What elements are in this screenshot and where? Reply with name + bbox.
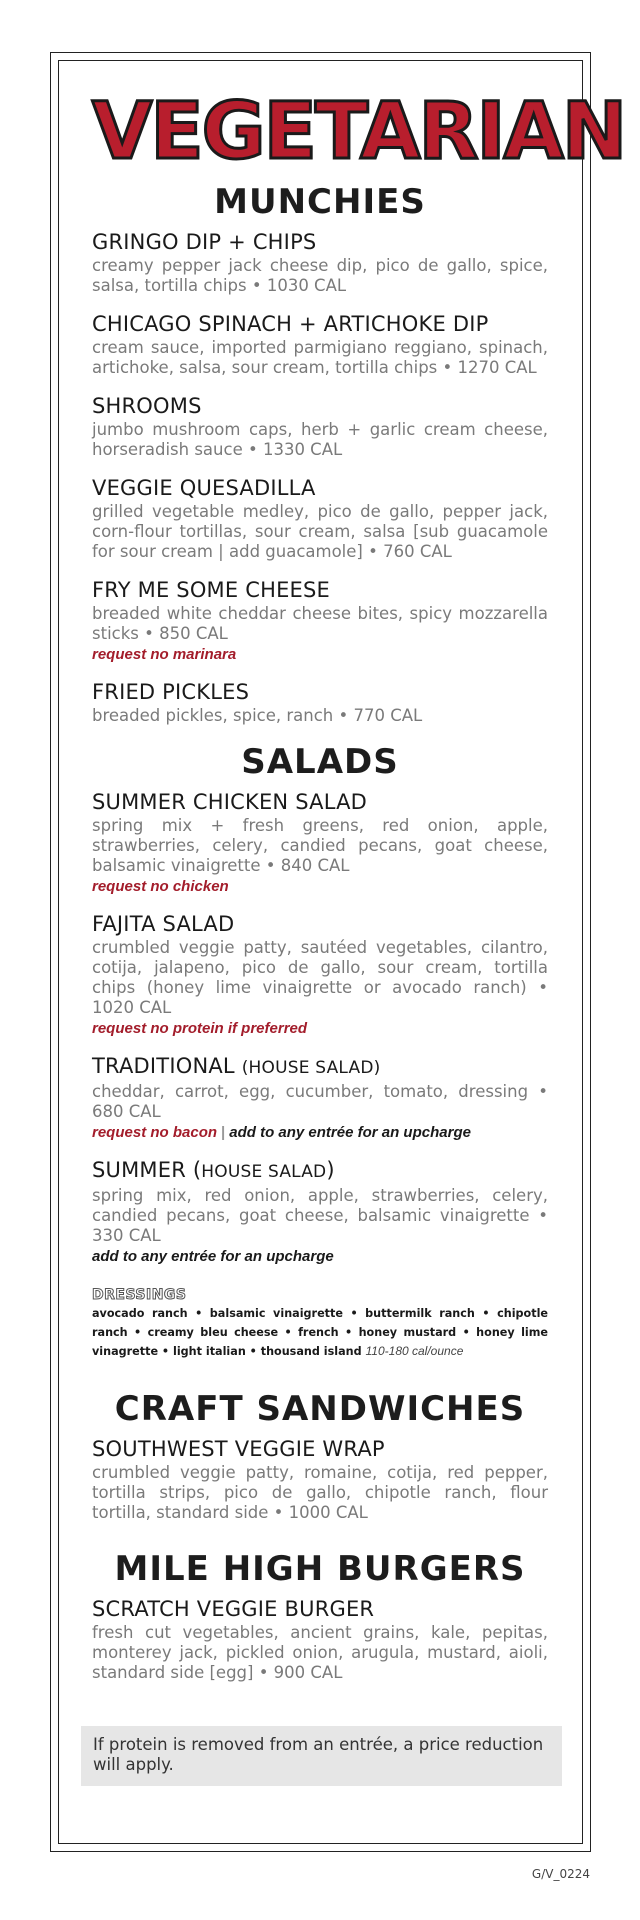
- note-separator: |: [221, 1124, 226, 1141]
- menu-item: [92, 912, 548, 1038]
- menu-item: [92, 230, 548, 296]
- section-title-burgers: MILE HIGH BURGERS: [114, 1549, 526, 1589]
- menu-item: [92, 1597, 548, 1683]
- menu-item: [92, 476, 548, 562]
- menu-code: G/V_0224: [531, 1867, 590, 1881]
- dressings-items: avocado ranch • balsamic vinaigrette • buttermilk ranch • chipotle ranch • creamy bleu cheese • french • honey mustard • honey lime vinagrette • light italian • thousand island: [92, 1307, 548, 1358]
- item-description: jumbo mushroom caps, herb + garlic cream cheese, horseradish sauce • 1330 CAL: [92, 420, 548, 459]
- menu-item: [92, 680, 548, 726]
- section-title-munchies: MUNCHIES: [214, 182, 426, 222]
- item-description: cheddar, carrot, egg, cucumber, tomato, dressing • 680 CAL: [92, 1082, 548, 1121]
- item-note: request no protein if preferred: [92, 1020, 308, 1037]
- item-note: add to any entrée for an upcharge: [92, 1248, 334, 1265]
- note-black: add to any entrée for an upcharge: [229, 1124, 471, 1141]
- item-note: request no marinara: [92, 646, 237, 663]
- dressings-calories: 110-180 cal/ounce: [365, 1344, 464, 1358]
- section-title-sandwiches: CRAFT SANDWICHES: [114, 1389, 526, 1429]
- item-description: crumbled veggie patty, sautéed vegetables, cilantro, cotija, jalapeno, pico de gallo, sour cream, tortilla chips (honey lime vinaigrette or avocado ranch) • 1020 CAL: [92, 938, 548, 1017]
- dressings-title: DRESSINGS: [92, 1287, 187, 1303]
- item-name: SHROOMS: [92, 394, 202, 418]
- item-description: grilled vegetable medley, pico de gallo, pepper jack, corn-flour tortillas, sour cream, salsa [sub guacamole for sour cream | add guacamole] • 760 CAL: [92, 502, 548, 561]
- dressings-list: [92, 1304, 548, 1361]
- section-title-salads: SALADS: [241, 742, 399, 782]
- item-name: [92, 1054, 548, 1080]
- menu-item: [92, 1437, 548, 1523]
- item-name: FRY ME SOME CHEESE: [92, 578, 331, 602]
- item-name-main: SUMMER (: [92, 1158, 202, 1182]
- protein-notice-text: If protein is removed from an entrée, a price reduction will apply.: [93, 1735, 544, 1774]
- item-description: fresh cut vegetables, ancient grains, kale, pepitas, monterey jack, pickled onion, arugula, mustard, aioli, standard side [egg] • 900 CAL: [92, 1623, 548, 1682]
- menu-item: [92, 312, 548, 378]
- item-name: CHICAGO SPINACH + ARTICHOKE DIP: [92, 312, 489, 336]
- item-name: SUMMER CHICKEN SALAD: [92, 790, 368, 814]
- menu-title: VEGETARIAN: [92, 87, 626, 177]
- protein-notice: [81, 1726, 562, 1786]
- note-red: request no bacon: [92, 1124, 218, 1141]
- item-note: request no chicken: [92, 878, 229, 895]
- item-name: SCRATCH VEGGIE BURGER: [92, 1597, 375, 1621]
- menu-item: [92, 1054, 548, 1142]
- menu-item: [92, 790, 548, 896]
- menu-item: [92, 394, 548, 460]
- item-description: spring mix, red onion, apple, strawberries, celery, candied pecans, goat cheese, balsamic vinaigrette • 330 CAL: [92, 1186, 548, 1245]
- item-description: spring mix + fresh greens, red onion, apple, strawberries, celery, candied pecans, goat cheese, balsamic vinaigrette • 840 CAL: [92, 816, 548, 875]
- menu-item: [92, 1158, 548, 1266]
- item-name-sub: (HOUSE SALAD): [241, 1058, 381, 1078]
- item-name: FRIED PICKLES: [92, 680, 250, 704]
- item-name-main: TRADITIONAL: [92, 1054, 235, 1078]
- item-description: breaded white cheddar cheese bites, spicy mozzarella sticks • 850 CAL: [92, 604, 548, 643]
- item-name: GRINGO DIP + CHIPS: [92, 230, 317, 254]
- item-name-end: ): [326, 1158, 335, 1182]
- item-name: FAJITA SALAD: [92, 912, 235, 936]
- item-description: crumbled veggie patty, romaine, cotija, red pepper, tortilla strips, pico de gallo, chipotle ranch, flour tortilla, standard side • 1000 CAL: [92, 1463, 548, 1522]
- item-name-sub: HOUSE SALAD: [201, 1162, 327, 1182]
- item-name: VEGGIE QUESADILLA: [92, 476, 316, 500]
- item-description: cream sauce, imported parmigiano reggiano, spinach, artichoke, salsa, sour cream, tortilla chips • 1270 CAL: [92, 338, 548, 377]
- dressings-block: [92, 1286, 548, 1361]
- item-description: creamy pepper jack cheese dip, pico de gallo, spice, salsa, tortilla chips • 1030 CAL: [92, 256, 548, 295]
- item-description: breaded pickles, spice, ranch • 770 CAL: [92, 706, 423, 725]
- menu-content: [92, 87, 626, 1699]
- item-name: SOUTHWEST VEGGIE WRAP: [92, 1437, 385, 1461]
- menu-item: [92, 578, 548, 664]
- item-name: [92, 1158, 548, 1184]
- item-note: [92, 1123, 548, 1142]
